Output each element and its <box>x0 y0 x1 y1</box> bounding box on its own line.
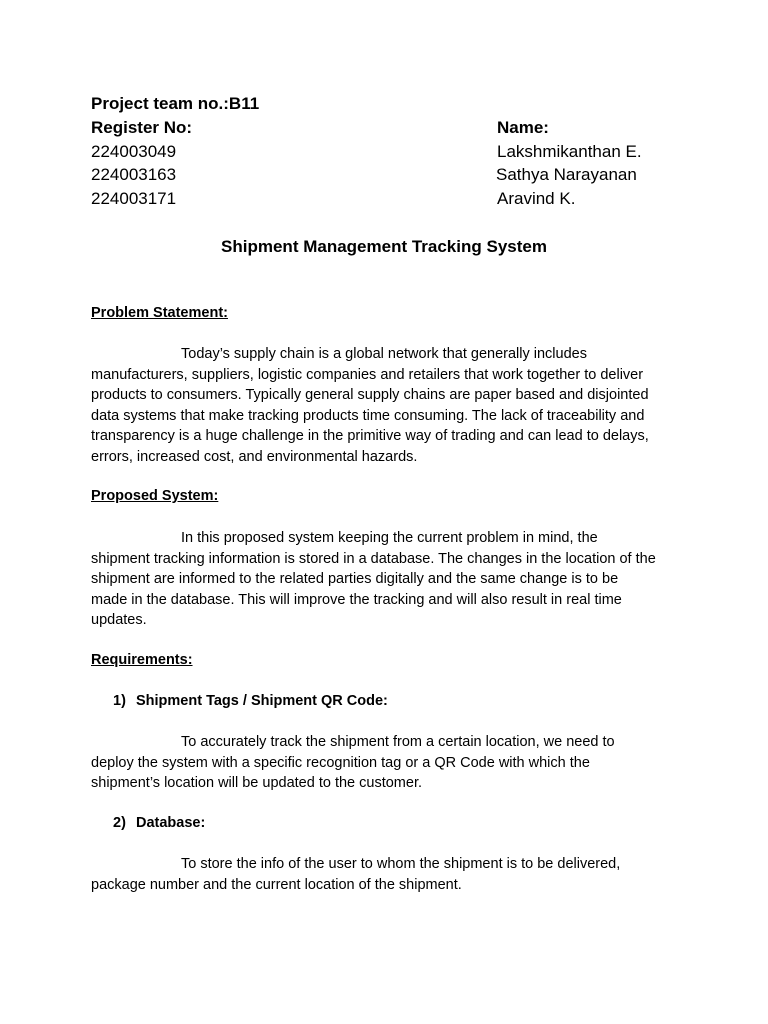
paragraph-line: package number and the current location of the shipment. <box>91 876 462 893</box>
project-team-number: Project team no.:B11 <box>91 94 260 113</box>
requirement-number: 2) <box>113 815 126 831</box>
member-register-no: 224003049 <box>91 142 177 161</box>
problem-paragraph <box>91 344 686 467</box>
paragraph-line: shipment are informed to the related parties digitally and the same change is to be <box>91 571 619 587</box>
proposed-paragraph <box>91 528 686 631</box>
requirement-paragraph <box>91 854 686 895</box>
section-heading-proposed: Proposed System: <box>91 488 219 504</box>
paragraph-line: manufacturers, suppliers, logistic companies and retailers that work together to deliver <box>91 366 644 383</box>
paragraph-line: updates. <box>91 612 147 628</box>
requirement-title: Database: <box>136 815 206 831</box>
paragraph-line: To store the info of the user to whom the shipment is to be delivered, <box>181 856 621 872</box>
section-heading-requirements: Requirements: <box>91 652 193 668</box>
paragraph-line: shipment tracking information is stored in a database. The changes in the location of the <box>91 550 656 567</box>
member-register-no: 224003171 <box>91 189 177 208</box>
document-title: Shipment Management Tracking System <box>221 237 547 256</box>
member-name: Lakshmikanthan E. <box>497 142 642 161</box>
requirement-paragraph <box>91 732 686 794</box>
member-register-no: 224003163 <box>91 165 177 184</box>
register-label: Register No: <box>91 118 193 137</box>
paragraph-line: shipment’s location will be updated to the customer. <box>91 775 423 791</box>
name-label: Name: <box>497 118 549 137</box>
paragraph-line: Today’s supply chain is a global network that generally includes <box>181 346 587 362</box>
paragraph-line: data systems that make tracking products time consuming. The lack of traceability and <box>91 407 645 424</box>
paragraph-line: In this proposed system keeping the current problem in mind, the <box>181 530 598 546</box>
requirement-number: 1) <box>113 693 126 709</box>
member-name: Sathya Narayanan <box>496 165 637 184</box>
member-name: Aravind K. <box>497 189 576 208</box>
paragraph-line: products to consumers. Typically general supply chains are paper based and disjointed <box>91 387 649 403</box>
paragraph-line: made in the database. This will improve the tracking and will also result in real time <box>91 591 622 608</box>
paragraph-line: deploy the system with a specific recognition tag or a QR Code with which the <box>91 754 590 771</box>
paragraph-line: To accurately track the shipment from a certain location, we need to <box>181 734 615 750</box>
paragraph-line: transparency is a huge challenge in the primitive way of trading and can lead to delays, <box>91 428 649 444</box>
requirement-title: Shipment Tags / Shipment QR Code: <box>136 693 388 709</box>
section-heading-problem: Problem Statement: <box>91 305 228 321</box>
paragraph-line: errors, increased cost, and environmental hazards. <box>91 448 418 465</box>
